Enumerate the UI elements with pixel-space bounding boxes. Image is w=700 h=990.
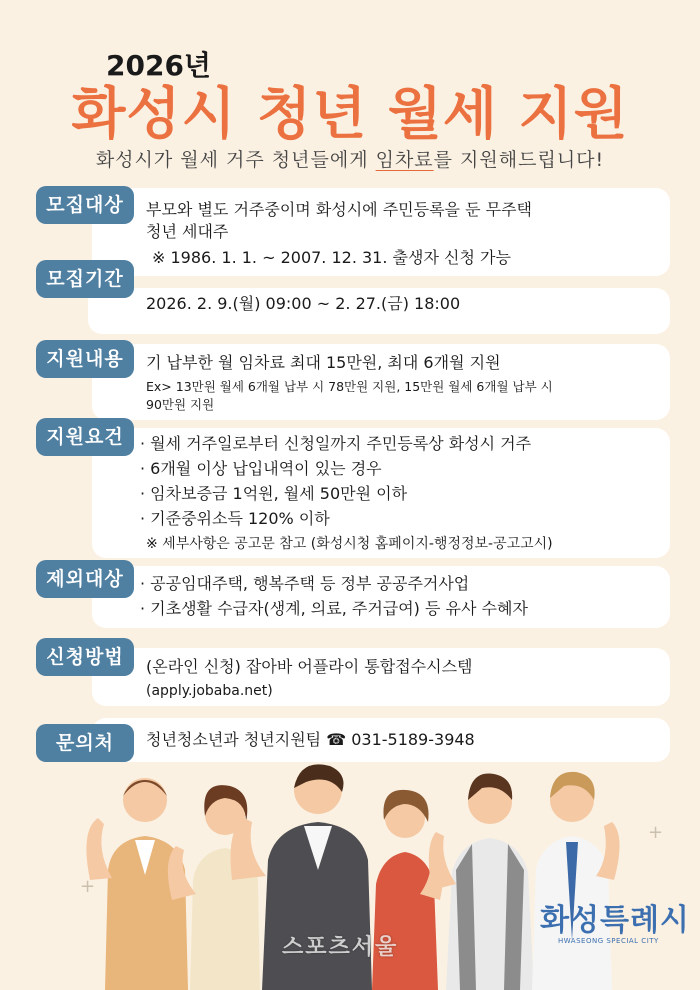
support-example-1: Ex> 13만원 월세 6개월 납부 시 78만원 지원, 15만원 월세 6개월 납부 시 [146, 379, 553, 394]
year-label: 2026년 [106, 49, 211, 82]
watermark: 스포츠서울 [282, 935, 399, 960]
requirement-item: · 월세 거주일로부터 신청일까지 주민등록상 화성시 거주 [140, 434, 532, 453]
poster-title: 화성시 청년 월세 지원 [71, 82, 629, 147]
subtitle-post: 를 지원해드립니다! [433, 149, 605, 171]
target-note: ※ 1986. 1. 1. ~ 2007. 12. 31. 출생자 신청 가능 [152, 248, 511, 267]
requirement-item: · 임차보증금 1억원, 월세 50만원 이하 [140, 484, 408, 503]
support-line-1: 기 납부한 월 임차료 최대 15만원, 최대 6개월 지원 [146, 353, 501, 372]
requirement-item: · 기준중위소득 120% 이하 [140, 509, 330, 528]
subtitle-highlight: 임차료 [375, 149, 434, 171]
person-5 [429, 774, 534, 990]
exclusion-tag: 제외대상 [36, 560, 134, 598]
requirements-tag: 지원요건 [36, 418, 134, 456]
method-link: (apply.jobaba.net) [146, 683, 273, 699]
subtitle-pre: 화성시가 월세 거주 청년들에게 [95, 149, 376, 171]
poster-subtitle [0, 145, 700, 172]
target-line-1: 부모와 별도 거주중이며 화성시에 주민등록을 둔 무주택 [146, 200, 533, 219]
period-line-1: 2026. 2. 9.(월) 09:00 ~ 2. 27.(금) 18:00 [146, 294, 461, 313]
contact-tag: 문의처 [36, 724, 134, 762]
support-example-2: 90만원 지원 [146, 397, 215, 412]
target-line-2: 청년 세대주 [146, 222, 229, 241]
method-tag: 신청방법 [36, 638, 134, 676]
city-logo [540, 905, 690, 945]
support-tag: 지원내용 [36, 340, 134, 378]
city-logo-text: 화성특례시 [540, 903, 690, 938]
sparkle-icon: + [80, 876, 96, 897]
exclusion-item: · 기초생활 수급자(생계, 의료, 주거급여) 등 유사 수혜자 [140, 599, 528, 618]
requirement-item: · 6개월 이상 납입내역이 있는 경우 [140, 459, 382, 478]
target-tag: 모집대상 [36, 186, 134, 224]
exclusion-item: · 공공임대주택, 행복주택 등 정부 공공주거사업 [140, 574, 470, 593]
requirements-note: ※ 세부사항은 공고문 참고 (화성시청 홈페이지-행정정보-공고고시) [146, 536, 553, 552]
method-line-1: (온라인 신청) 잡아바 어플라이 통합접수시스템 [146, 657, 473, 676]
contact-line-1: 청년청소년과 청년지원팀 ☎ 031-5189-3948 [146, 730, 475, 749]
period-tag: 모집기간 [36, 260, 134, 298]
person-6 [532, 772, 620, 990]
sparkle-icon: + [648, 822, 664, 843]
city-logo-subtext: HWASEONG SPECIAL CITY [558, 937, 659, 945]
